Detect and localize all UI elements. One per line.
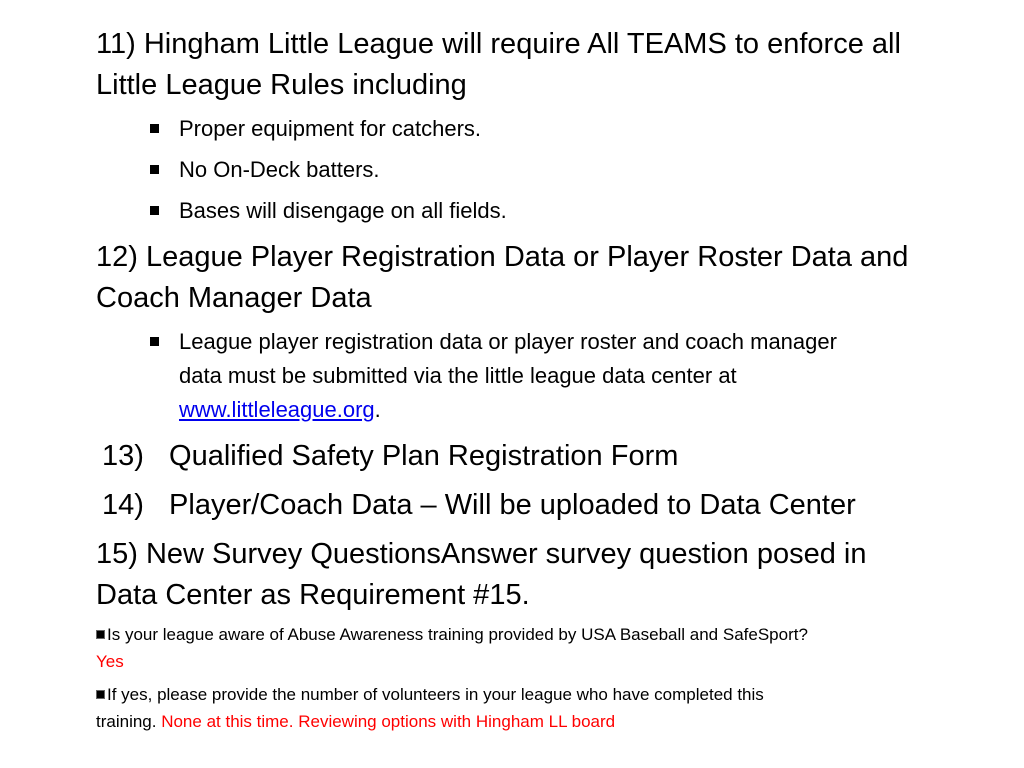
bullet-registration-data-2: data must be submitted via the little league data center at bbox=[179, 363, 737, 388]
survey-question-2 bbox=[96, 681, 764, 708]
link-period: . bbox=[374, 397, 381, 422]
item-13-text: Qualified Safety Plan Registration Form bbox=[169, 440, 679, 472]
survey-question-2-line-2 bbox=[96, 708, 615, 735]
item-13-number: 13) bbox=[102, 440, 144, 472]
bullet-registration-data-1: League player registration data or player roster and coach manager bbox=[179, 329, 837, 354]
item-12-line-2: Coach Manager Data bbox=[96, 282, 372, 314]
bullet-no-on-deck: No On-Deck batters. bbox=[179, 157, 380, 182]
square-bullet-icon bbox=[150, 124, 159, 133]
survey-question-2-text-2: training. bbox=[96, 712, 162, 731]
survey-question-2-text: If yes, please provide the number of volunteers in your league who have completed this bbox=[107, 685, 764, 704]
bullet-bases-disengage: Bases will disengage on all fields. bbox=[179, 198, 507, 223]
survey-answer-1: Yes bbox=[96, 652, 124, 671]
item-15-line-1: 15) New Survey QuestionsAnswer survey question posed in bbox=[96, 538, 867, 570]
square-bullet-icon bbox=[150, 165, 159, 174]
square-bullet-icon bbox=[150, 337, 159, 346]
survey-question-1 bbox=[96, 621, 808, 648]
item-13 bbox=[102, 436, 678, 477]
survey-answer-2: None at this time. Reviewing options with Hingham LL board bbox=[161, 712, 616, 731]
item-11-line-1: 11) Hingham Little League will require All TEAMS to enforce all bbox=[96, 28, 901, 60]
bullet-catchers-equipment: Proper equipment for catchers. bbox=[179, 116, 482, 141]
square-bullet-icon bbox=[150, 206, 159, 215]
item-12-line-1: 12) League Player Registration Data or Player Roster Data and bbox=[96, 241, 909, 273]
item-14-text: Player/Coach Data – Will be uploaded to Data Center bbox=[169, 489, 856, 521]
item-14 bbox=[102, 485, 856, 526]
bullet-registration-data-3 bbox=[179, 393, 381, 427]
survey-question-1-text: Is your league aware of Abuse Awareness training provided by USA Baseball and SafeSport? bbox=[107, 625, 808, 644]
item-15-line-2: Data Center as Requirement #15. bbox=[96, 579, 530, 611]
item-14-number: 14) bbox=[102, 489, 144, 521]
littleleague-link[interactable]: www.littleleague.org bbox=[179, 397, 375, 422]
item-11-line-2: Little League Rules including bbox=[96, 69, 467, 101]
square-bullet-icon bbox=[96, 690, 105, 699]
square-bullet-icon bbox=[96, 630, 105, 639]
